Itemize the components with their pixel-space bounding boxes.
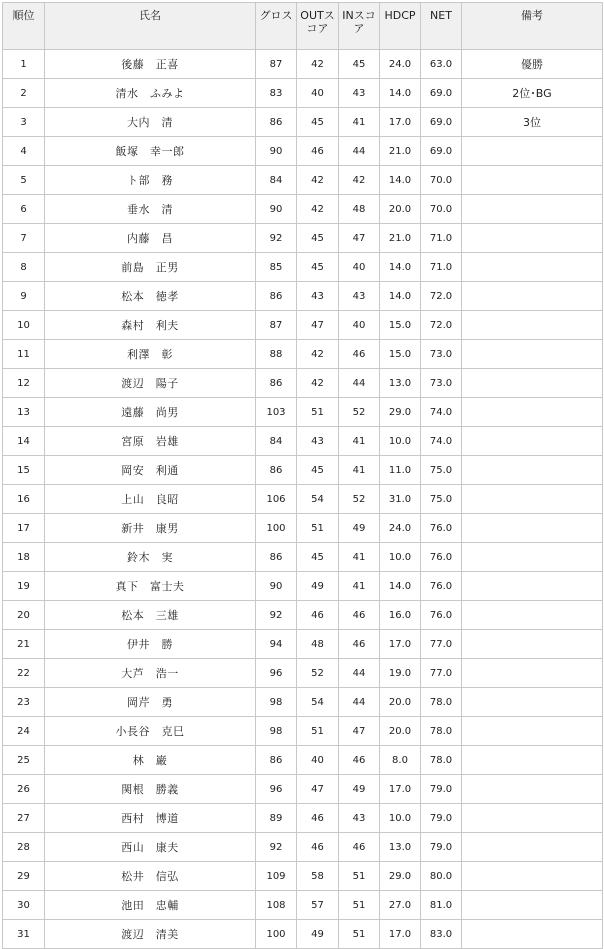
table-row xyxy=(3,717,603,746)
cell-out: 42 xyxy=(297,195,339,224)
cell-note xyxy=(462,398,603,427)
cell-net: 79.0 xyxy=(421,833,462,862)
table-row xyxy=(3,50,603,79)
table-row xyxy=(3,79,603,108)
cell-rank: 9 xyxy=(3,282,45,311)
cell-out: 54 xyxy=(297,688,339,717)
cell-note xyxy=(462,311,603,340)
cell-hdcp: 14.0 xyxy=(380,79,421,108)
cell-note: 2位･BG xyxy=(462,79,603,108)
cell-in: 44 xyxy=(339,137,380,166)
cell-net: 72.0 xyxy=(421,311,462,340)
table-row xyxy=(3,137,603,166)
cell-note xyxy=(462,282,603,311)
cell-rank: 14 xyxy=(3,427,45,456)
cell-note xyxy=(462,891,603,920)
cell-gross: 108 xyxy=(256,891,297,920)
cell-hdcp: 24.0 xyxy=(380,514,421,543)
cell-note xyxy=(462,804,603,833)
cell-gross: 98 xyxy=(256,688,297,717)
table-row xyxy=(3,311,603,340)
cell-out: 42 xyxy=(297,166,339,195)
cell-hdcp: 29.0 xyxy=(380,862,421,891)
table-row xyxy=(3,775,603,804)
cell-net: 75.0 xyxy=(421,456,462,485)
cell-rank: 7 xyxy=(3,224,45,253)
cell-gross: 94 xyxy=(256,630,297,659)
table-row xyxy=(3,920,603,949)
cell-name: 利澤 彰 xyxy=(45,340,256,369)
table-row xyxy=(3,195,603,224)
cell-note xyxy=(462,137,603,166)
cell-name: 真下 富士夫 xyxy=(45,572,256,601)
header-note: 備考 xyxy=(462,3,603,50)
cell-gross: 84 xyxy=(256,166,297,195)
cell-out: 58 xyxy=(297,862,339,891)
cell-name: 垂水 清 xyxy=(45,195,256,224)
cell-net: 69.0 xyxy=(421,108,462,137)
table-row xyxy=(3,746,603,775)
cell-out: 42 xyxy=(297,50,339,79)
header-net: NET xyxy=(421,3,462,50)
cell-out: 51 xyxy=(297,717,339,746)
cell-net: 73.0 xyxy=(421,340,462,369)
cell-in: 46 xyxy=(339,833,380,862)
cell-note xyxy=(462,427,603,456)
cell-hdcp: 16.0 xyxy=(380,601,421,630)
cell-net: 76.0 xyxy=(421,572,462,601)
cell-hdcp: 14.0 xyxy=(380,166,421,195)
cell-out: 45 xyxy=(297,224,339,253)
cell-net: 70.0 xyxy=(421,195,462,224)
cell-name: 岡芹 勇 xyxy=(45,688,256,717)
cell-rank: 28 xyxy=(3,833,45,862)
cell-net: 69.0 xyxy=(421,137,462,166)
cell-net: 80.0 xyxy=(421,862,462,891)
cell-in: 46 xyxy=(339,340,380,369)
cell-net: 69.0 xyxy=(421,79,462,108)
cell-in: 43 xyxy=(339,804,380,833)
cell-gross: 92 xyxy=(256,601,297,630)
cell-note xyxy=(462,253,603,282)
cell-rank: 21 xyxy=(3,630,45,659)
cell-name: 伊井 勝 xyxy=(45,630,256,659)
cell-name: 松井 信弘 xyxy=(45,862,256,891)
cell-gross: 96 xyxy=(256,659,297,688)
table-row xyxy=(3,485,603,514)
cell-hdcp: 14.0 xyxy=(380,282,421,311)
cell-gross: 92 xyxy=(256,224,297,253)
cell-name: 前島 正男 xyxy=(45,253,256,282)
cell-note xyxy=(462,485,603,514)
cell-gross: 103 xyxy=(256,398,297,427)
table-row xyxy=(3,282,603,311)
cell-hdcp: 27.0 xyxy=(380,891,421,920)
cell-name: 西村 博道 xyxy=(45,804,256,833)
cell-out: 43 xyxy=(297,282,339,311)
cell-name: 渡辺 清美 xyxy=(45,920,256,949)
cell-gross: 86 xyxy=(256,543,297,572)
cell-hdcp: 20.0 xyxy=(380,195,421,224)
cell-gross: 87 xyxy=(256,50,297,79)
cell-in: 43 xyxy=(339,79,380,108)
cell-out: 40 xyxy=(297,746,339,775)
cell-hdcp: 10.0 xyxy=(380,427,421,456)
cell-in: 40 xyxy=(339,311,380,340)
cell-hdcp: 17.0 xyxy=(380,630,421,659)
cell-gross: 100 xyxy=(256,920,297,949)
cell-hdcp: 14.0 xyxy=(380,572,421,601)
cell-note xyxy=(462,456,603,485)
cell-rank: 8 xyxy=(3,253,45,282)
table-row xyxy=(3,659,603,688)
cell-in: 41 xyxy=(339,456,380,485)
cell-in: 42 xyxy=(339,166,380,195)
cell-in: 47 xyxy=(339,224,380,253)
cell-rank: 20 xyxy=(3,601,45,630)
cell-hdcp: 15.0 xyxy=(380,311,421,340)
cell-name: 小長谷 克巳 xyxy=(45,717,256,746)
cell-name: 西山 康夫 xyxy=(45,833,256,862)
cell-name: 岡安 利通 xyxy=(45,456,256,485)
cell-in: 45 xyxy=(339,50,380,79)
table-row xyxy=(3,253,603,282)
cell-rank: 29 xyxy=(3,862,45,891)
cell-out: 51 xyxy=(297,514,339,543)
cell-rank: 5 xyxy=(3,166,45,195)
cell-note xyxy=(462,746,603,775)
table-row xyxy=(3,166,603,195)
table-row xyxy=(3,427,603,456)
cell-net: 78.0 xyxy=(421,688,462,717)
cell-name: 鈴木 実 xyxy=(45,543,256,572)
cell-out: 42 xyxy=(297,369,339,398)
cell-rank: 19 xyxy=(3,572,45,601)
cell-note xyxy=(462,543,603,572)
cell-in: 41 xyxy=(339,543,380,572)
cell-rank: 31 xyxy=(3,920,45,949)
cell-gross: 92 xyxy=(256,833,297,862)
cell-name: 新井 康男 xyxy=(45,514,256,543)
table-row xyxy=(3,108,603,137)
cell-hdcp: 14.0 xyxy=(380,253,421,282)
cell-in: 41 xyxy=(339,427,380,456)
cell-net: 79.0 xyxy=(421,775,462,804)
cell-rank: 22 xyxy=(3,659,45,688)
cell-rank: 6 xyxy=(3,195,45,224)
cell-gross: 84 xyxy=(256,427,297,456)
cell-in: 43 xyxy=(339,282,380,311)
cell-in: 51 xyxy=(339,920,380,949)
cell-in: 51 xyxy=(339,862,380,891)
cell-name: 森村 利夫 xyxy=(45,311,256,340)
cell-note xyxy=(462,862,603,891)
cell-net: 83.0 xyxy=(421,920,462,949)
cell-rank: 13 xyxy=(3,398,45,427)
cell-rank: 27 xyxy=(3,804,45,833)
results-body xyxy=(3,50,603,949)
table-row xyxy=(3,456,603,485)
cell-name: 大内 清 xyxy=(45,108,256,137)
cell-rank: 10 xyxy=(3,311,45,340)
cell-rank: 2 xyxy=(3,79,45,108)
cell-net: 75.0 xyxy=(421,485,462,514)
cell-note xyxy=(462,630,603,659)
cell-net: 77.0 xyxy=(421,630,462,659)
cell-hdcp: 21.0 xyxy=(380,224,421,253)
cell-name: 内藤 昌 xyxy=(45,224,256,253)
cell-out: 49 xyxy=(297,572,339,601)
cell-out: 47 xyxy=(297,311,339,340)
cell-hdcp: 24.0 xyxy=(380,50,421,79)
cell-rank: 25 xyxy=(3,746,45,775)
cell-hdcp: 10.0 xyxy=(380,543,421,572)
table-row xyxy=(3,543,603,572)
cell-out: 45 xyxy=(297,108,339,137)
cell-rank: 17 xyxy=(3,514,45,543)
cell-out: 57 xyxy=(297,891,339,920)
table-row xyxy=(3,224,603,253)
header-name: 氏名 xyxy=(45,3,256,50)
cell-rank: 15 xyxy=(3,456,45,485)
cell-name: 飯塚 幸一郎 xyxy=(45,137,256,166)
cell-gross: 88 xyxy=(256,340,297,369)
cell-in: 47 xyxy=(339,717,380,746)
cell-gross: 106 xyxy=(256,485,297,514)
cell-rank: 4 xyxy=(3,137,45,166)
cell-hdcp: 19.0 xyxy=(380,659,421,688)
cell-name: 後藤 正喜 xyxy=(45,50,256,79)
table-row xyxy=(3,688,603,717)
cell-in: 49 xyxy=(339,775,380,804)
cell-note xyxy=(462,224,603,253)
cell-hdcp: 11.0 xyxy=(380,456,421,485)
cell-gross: 87 xyxy=(256,311,297,340)
cell-net: 78.0 xyxy=(421,717,462,746)
results-table xyxy=(2,2,603,949)
cell-net: 71.0 xyxy=(421,224,462,253)
cell-in: 46 xyxy=(339,601,380,630)
cell-net: 73.0 xyxy=(421,369,462,398)
cell-out: 47 xyxy=(297,775,339,804)
cell-note xyxy=(462,195,603,224)
cell-hdcp: 10.0 xyxy=(380,804,421,833)
cell-name: 宮原 岩雄 xyxy=(45,427,256,456)
table-row xyxy=(3,340,603,369)
cell-gross: 98 xyxy=(256,717,297,746)
cell-out: 43 xyxy=(297,427,339,456)
cell-hdcp: 15.0 xyxy=(380,340,421,369)
cell-net: 72.0 xyxy=(421,282,462,311)
cell-out: 46 xyxy=(297,601,339,630)
cell-note xyxy=(462,166,603,195)
cell-in: 44 xyxy=(339,659,380,688)
cell-net: 63.0 xyxy=(421,50,462,79)
cell-rank: 1 xyxy=(3,50,45,79)
cell-rank: 3 xyxy=(3,108,45,137)
table-row xyxy=(3,369,603,398)
cell-name: 林 巌 xyxy=(45,746,256,775)
cell-out: 54 xyxy=(297,485,339,514)
cell-net: 74.0 xyxy=(421,427,462,456)
cell-note xyxy=(462,369,603,398)
cell-net: 78.0 xyxy=(421,746,462,775)
cell-out: 46 xyxy=(297,833,339,862)
cell-in: 49 xyxy=(339,514,380,543)
cell-note xyxy=(462,601,603,630)
table-row xyxy=(3,398,603,427)
cell-rank: 16 xyxy=(3,485,45,514)
cell-net: 76.0 xyxy=(421,514,462,543)
cell-in: 41 xyxy=(339,108,380,137)
cell-hdcp: 29.0 xyxy=(380,398,421,427)
cell-out: 46 xyxy=(297,804,339,833)
cell-rank: 11 xyxy=(3,340,45,369)
cell-hdcp: 13.0 xyxy=(380,369,421,398)
cell-note xyxy=(462,688,603,717)
cell-note xyxy=(462,920,603,949)
cell-gross: 86 xyxy=(256,746,297,775)
cell-out: 52 xyxy=(297,659,339,688)
cell-hdcp: 31.0 xyxy=(380,485,421,514)
cell-in: 48 xyxy=(339,195,380,224)
cell-net: 81.0 xyxy=(421,891,462,920)
cell-name: 上山 良昭 xyxy=(45,485,256,514)
header-gross: グロス xyxy=(256,3,297,50)
cell-net: 76.0 xyxy=(421,543,462,572)
cell-hdcp: 20.0 xyxy=(380,717,421,746)
cell-name: ト部 務 xyxy=(45,166,256,195)
cell-out: 48 xyxy=(297,630,339,659)
cell-net: 76.0 xyxy=(421,601,462,630)
cell-in: 44 xyxy=(339,369,380,398)
cell-in: 51 xyxy=(339,891,380,920)
table-row xyxy=(3,833,603,862)
cell-note: 3位 xyxy=(462,108,603,137)
cell-gross: 90 xyxy=(256,195,297,224)
cell-rank: 26 xyxy=(3,775,45,804)
cell-gross: 90 xyxy=(256,137,297,166)
cell-out: 45 xyxy=(297,543,339,572)
table-row xyxy=(3,572,603,601)
cell-name: 渡辺 陽子 xyxy=(45,369,256,398)
cell-name: 遠藤 尚男 xyxy=(45,398,256,427)
cell-name: 松本 三雄 xyxy=(45,601,256,630)
cell-in: 52 xyxy=(339,485,380,514)
cell-in: 41 xyxy=(339,572,380,601)
table-row xyxy=(3,601,603,630)
cell-out: 49 xyxy=(297,920,339,949)
table-row xyxy=(3,862,603,891)
cell-out: 42 xyxy=(297,340,339,369)
cell-net: 71.0 xyxy=(421,253,462,282)
cell-note xyxy=(462,659,603,688)
cell-gross: 86 xyxy=(256,282,297,311)
cell-gross: 86 xyxy=(256,456,297,485)
cell-gross: 100 xyxy=(256,514,297,543)
cell-name: 池田 忠輔 xyxy=(45,891,256,920)
cell-out: 40 xyxy=(297,79,339,108)
header-rank: 順位 xyxy=(3,3,45,50)
cell-rank: 24 xyxy=(3,717,45,746)
cell-hdcp: 17.0 xyxy=(380,108,421,137)
cell-net: 74.0 xyxy=(421,398,462,427)
cell-note xyxy=(462,833,603,862)
table-row xyxy=(3,891,603,920)
cell-note xyxy=(462,775,603,804)
cell-in: 40 xyxy=(339,253,380,282)
cell-name: 関根 勝義 xyxy=(45,775,256,804)
cell-note: 優勝 xyxy=(462,50,603,79)
table-row xyxy=(3,630,603,659)
cell-name: 清水 ふみよ xyxy=(45,79,256,108)
cell-hdcp: 17.0 xyxy=(380,775,421,804)
cell-net: 70.0 xyxy=(421,166,462,195)
cell-in: 52 xyxy=(339,398,380,427)
cell-in: 46 xyxy=(339,746,380,775)
cell-out: 51 xyxy=(297,398,339,427)
cell-rank: 23 xyxy=(3,688,45,717)
cell-net: 77.0 xyxy=(421,659,462,688)
cell-out: 46 xyxy=(297,137,339,166)
cell-note xyxy=(462,340,603,369)
header-hdcp: HDCP xyxy=(380,3,421,50)
cell-out: 45 xyxy=(297,456,339,485)
header-in: INスコア xyxy=(339,3,380,50)
cell-net: 79.0 xyxy=(421,804,462,833)
header-out: OUTスコア xyxy=(297,3,339,50)
table-row xyxy=(3,804,603,833)
cell-gross: 96 xyxy=(256,775,297,804)
cell-gross: 90 xyxy=(256,572,297,601)
cell-hdcp: 20.0 xyxy=(380,688,421,717)
cell-hdcp: 8.0 xyxy=(380,746,421,775)
cell-hdcp: 17.0 xyxy=(380,920,421,949)
cell-in: 46 xyxy=(339,630,380,659)
header-row xyxy=(3,3,603,50)
cell-gross: 109 xyxy=(256,862,297,891)
cell-note xyxy=(462,717,603,746)
cell-note xyxy=(462,572,603,601)
cell-name: 大芦 浩一 xyxy=(45,659,256,688)
cell-gross: 86 xyxy=(256,369,297,398)
table-row xyxy=(3,514,603,543)
cell-gross: 86 xyxy=(256,108,297,137)
cell-name: 松本 徳孝 xyxy=(45,282,256,311)
cell-rank: 12 xyxy=(3,369,45,398)
cell-gross: 83 xyxy=(256,79,297,108)
cell-hdcp: 21.0 xyxy=(380,137,421,166)
cell-hdcp: 13.0 xyxy=(380,833,421,862)
cell-in: 44 xyxy=(339,688,380,717)
cell-note xyxy=(462,514,603,543)
cell-gross: 89 xyxy=(256,804,297,833)
cell-out: 45 xyxy=(297,253,339,282)
cell-rank: 18 xyxy=(3,543,45,572)
cell-gross: 85 xyxy=(256,253,297,282)
cell-rank: 30 xyxy=(3,891,45,920)
